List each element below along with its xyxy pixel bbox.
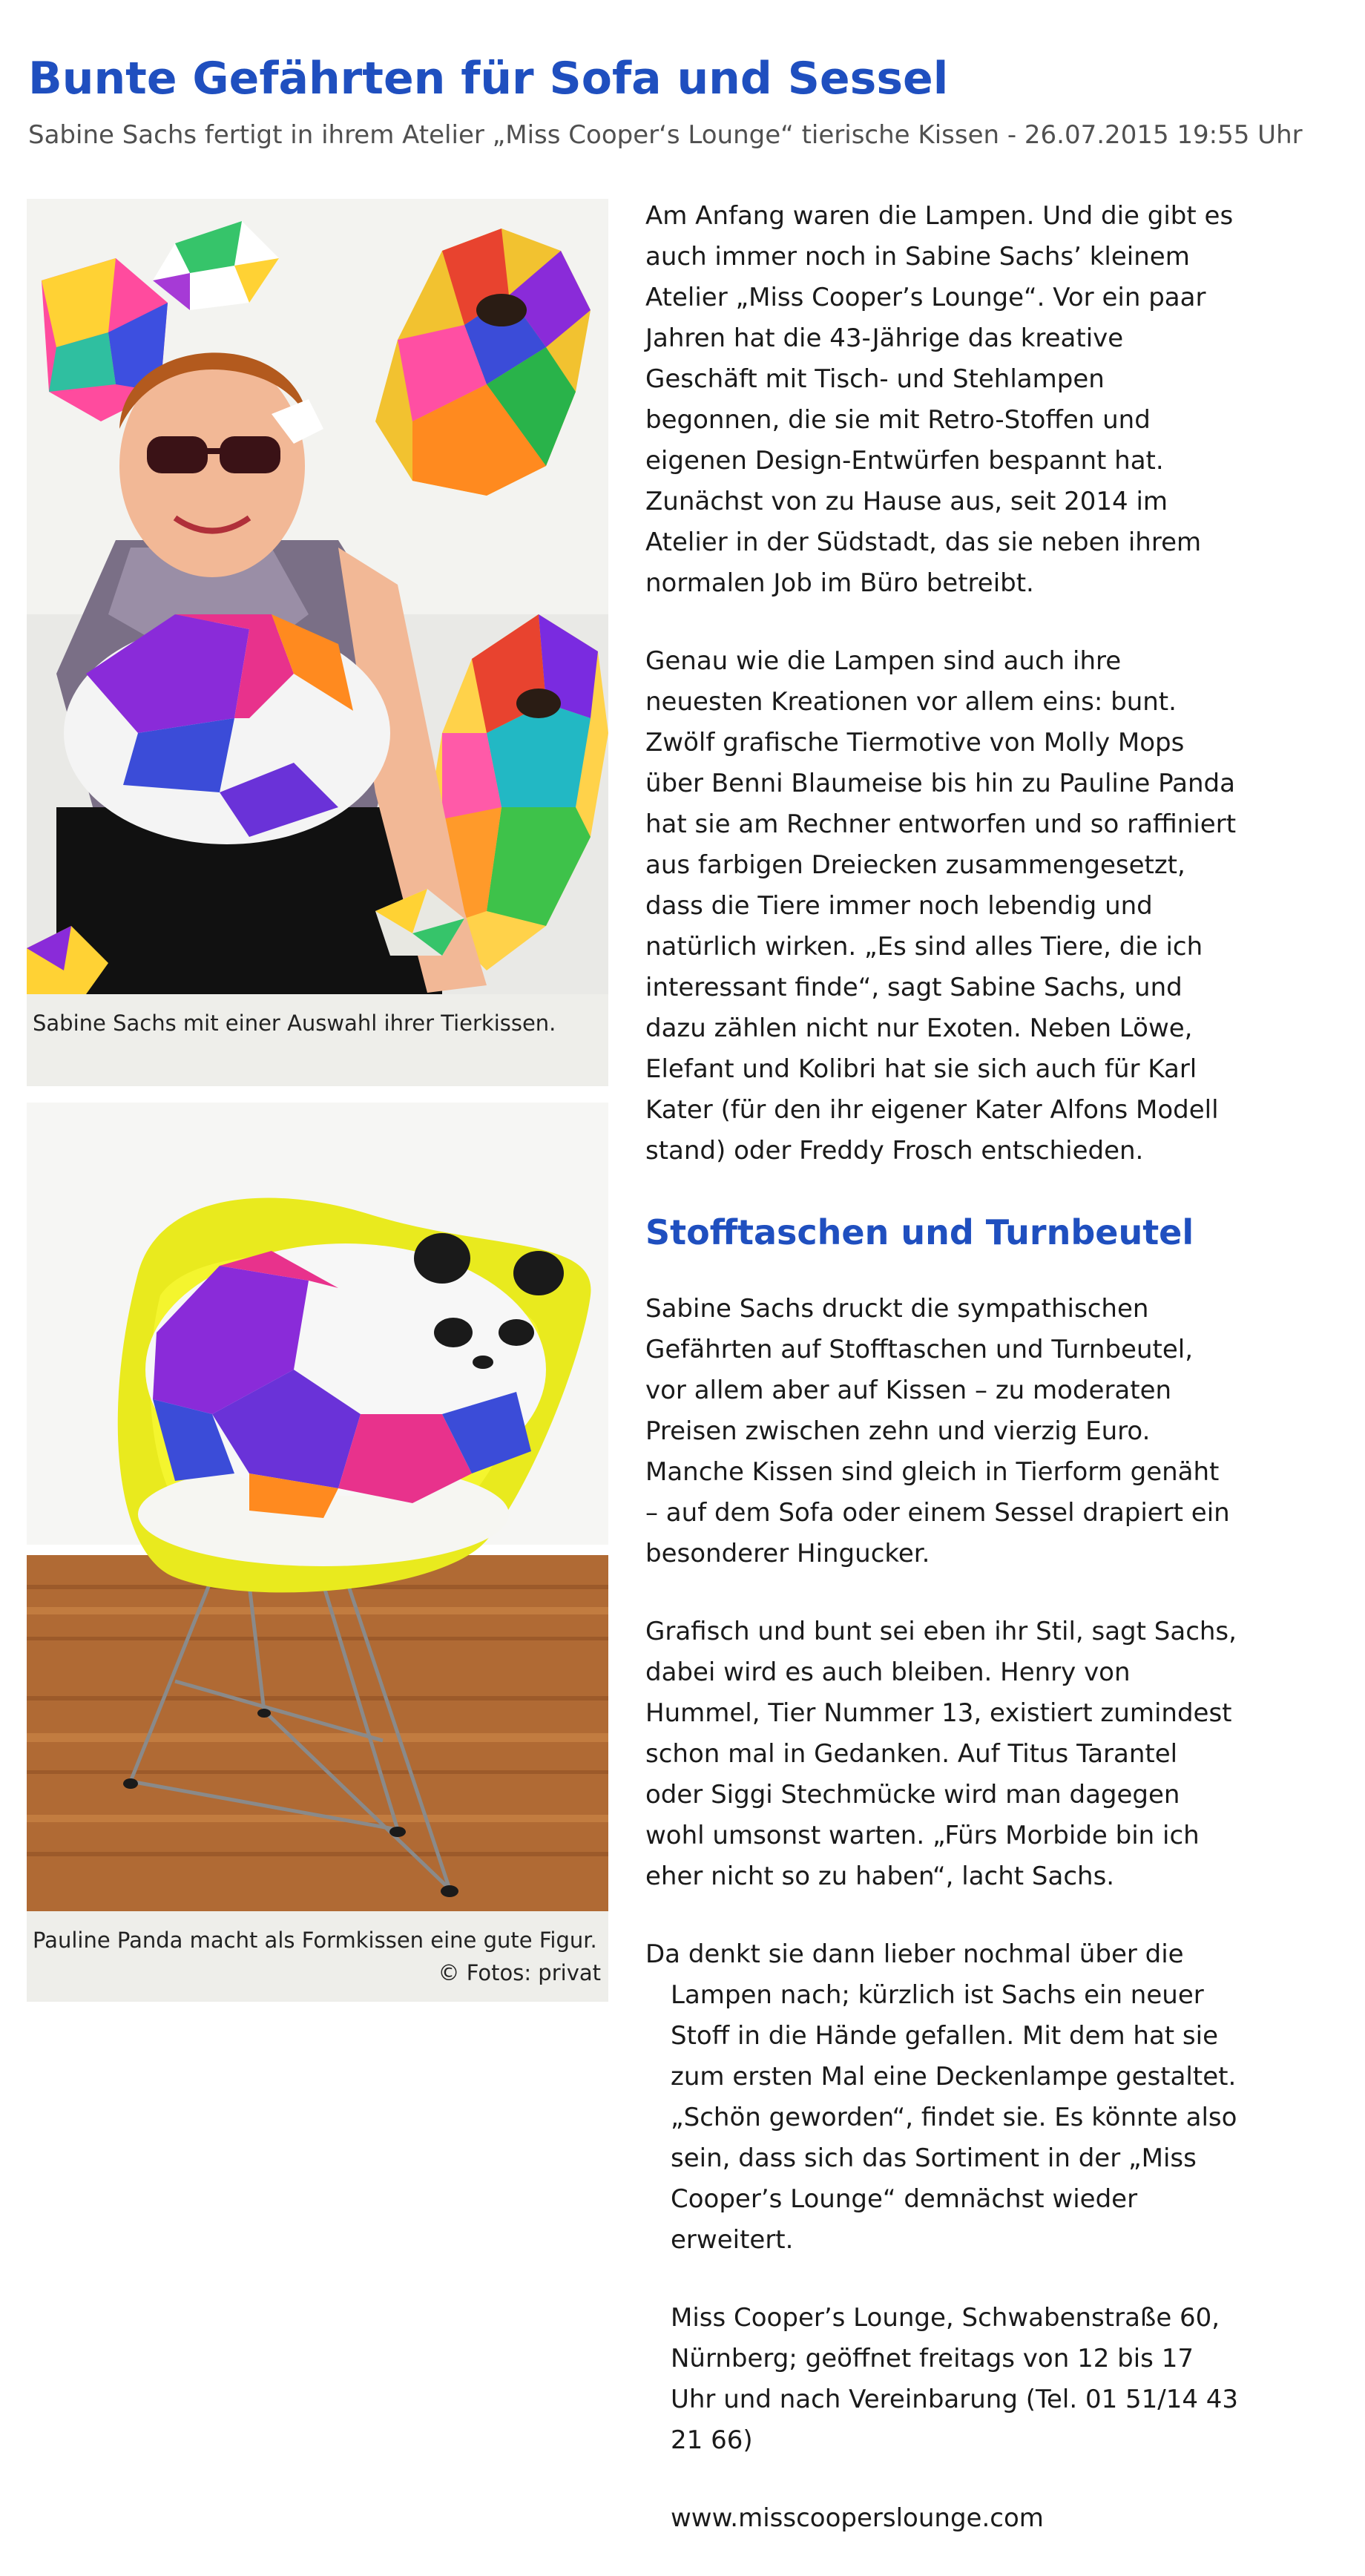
website-link[interactable] xyxy=(645,2498,1239,2539)
photo-woman-with-cushions xyxy=(27,199,608,994)
article-title: Bunte Gefährten für Sofa und Sessel xyxy=(28,53,949,105)
photo-credit: © Fotos: privat xyxy=(438,1960,601,1985)
article-body xyxy=(645,196,1239,2576)
figure-2-caption: Pauline Panda macht als Formkissen eine gute Figur. xyxy=(33,1928,597,1953)
paragraph-3: Sabine Sachs druckt die sympathischen Gefährten auf Stofftaschen und Turnbeutel, vor allem aber auf Kissen – zu moderaten Preisen zwischen zehn und vierzig Euro. Manche Kissen sind gleich in Tierform genäht – auf dem Sofa oder einem Sessel drapiert ein besonderer Hingucker. xyxy=(645,1294,1230,1568)
figure-1-caption: Sabine Sachs mit einer Auswahl ihrer Tierkissen. xyxy=(33,1011,556,1036)
paragraph-5: Da denkt sie dann lieber nochmal über die Lampen nach; kürzlich ist Sachs ein neuer Stoff in die Hände gefallen. Mit dem hat sie zum ersten Mal eine Deckenlampe gestaltet. „Schön geworden“, findet sie. Es könnte also sein, dass sich das Sortiment in der „Miss Cooper’s Lounge“ demnächst wieder erweitert. xyxy=(645,1939,1237,2255)
figure-1 xyxy=(27,199,608,1086)
article-subtitle: Sabine Sachs fertigt in ihrem Atelier „Miss Cooper‘s Lounge“ tierische Kissen - 26.07.2015 19:55 Uhr xyxy=(28,120,1303,150)
photo-panda-cushion-on-chair xyxy=(27,1103,608,1911)
paragraph-2: Genau wie die Lampen sind auch ihre neuesten Kreationen vor allem eins: bunt. Zwölf grafische Tiermotive von Molly Mops über Benni Blaumeise bis hin zu Pauline Panda hat sie am Rechner entworfen und so raffiniert aus farbigen Dreiecken zusammengesetzt, dass die Tiere immer noch lebendig und natürlich wirken. „Es sind alles Tiere, die ich interessant finde“, sagt Sabine Sachs, und dazu zählen nicht nur Exoten. Neben Löwe, Elefant und Kolibri hat sie sich auch für Karl Kater (für den ihr eigener Kater Alfons Modell stand) oder Freddy Frosch entschieden. xyxy=(645,646,1237,1166)
paragraph-4: Grafisch und bunt sei eben ihr Stil, sagt Sachs, dabei wird es auch bleiben. Henry von Hummel, Tier Nummer 13, existiert zumindest schon mal in Gedanken. Auf Titus Tarantel oder Siggi Stechmücke wird man dagegen wohl umsonst warten. „Fürs Morbide bin ich eher nicht so zu haben“, lacht Sachs. xyxy=(645,1617,1237,1891)
paragraph-1: Am Anfang waren die Lampen. Und die gibt es auch immer noch in Sabine Sachs’ kleinem Atelier „Miss Cooper’s Lounge“. Vor ein paar Jahren hat die 43-Jährige das kreative Geschäft mit Tisch- und Stehlampen begonnen, die sie mit Retro-Stoffen und eigenen Design-Entwürfen bespannt hat. Zunächst von zu Hause aus, seit 2014 im Atelier in der Südstadt, das sie neben ihrem normalen Job im Büro betreibt. xyxy=(645,201,1234,598)
website-text[interactable]: www.misscooperslounge.com xyxy=(671,2503,1044,2533)
section-heading: Stofftaschen und Turnbeutel xyxy=(645,1212,1194,1252)
figure-2 xyxy=(27,1103,608,2002)
address-info: Miss Cooper’s Lounge, Schwabenstraße 60, Nürnberg; geöffnet freitags von 12 bis 17 Uhr und nach Vereinbarung (Tel. 01 51/14 43 21 66) xyxy=(671,2303,1239,2455)
